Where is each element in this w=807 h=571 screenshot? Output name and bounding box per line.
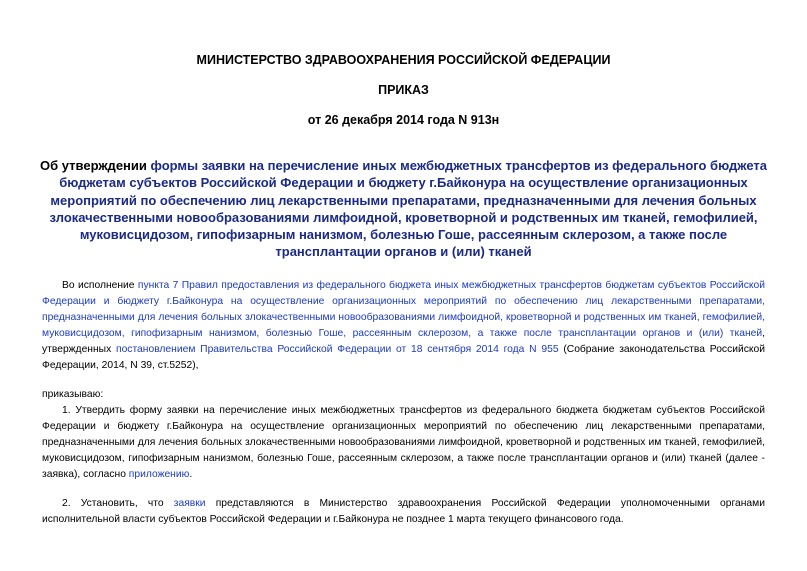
appendix-link[interactable]: приложению (128, 469, 190, 481)
applications-link[interactable]: заявки (173, 498, 206, 509)
item-1-text: 1. Утвердить форму заявки на перечисление иных межбюджетных трансфертов из федерального бюджета бюджетам субъектов Российской Федерации и бюджету г.Байконура на осуществление организационных мероприятий по обеспечению лиц лекарственными препаратами, предназначенными для лечения больных злокачественными новообразованиями лимфоидной, кроветворной и родственных им тканей, гемофилией, муковисцидозом, гипофизарным нанизмом, болезнью Гоше, рассеянным склерозом, а также после трансплантации органов и (или) тканей (далее - заявка), согласно (42, 405, 765, 481)
item-1-paragraph (42, 403, 765, 483)
item-2-paragraph (42, 496, 765, 528)
preamble-tail: (Собрание законодательства Российской Федерации, 2014, N 39, ст.5252), (42, 344, 765, 372)
doc-type-heading: ПРИКАЗ (378, 83, 429, 97)
resolution-link[interactable]: постановлением Правительства Российской Федерации от 18 сентября 2014 года N 955 (116, 344, 559, 356)
ministry-heading: МИНИСТЕРСТВО ЗДРАВООХРАНЕНИЯ РОССИЙСКОЙ ФЕДЕРАЦИИ (196, 53, 611, 67)
document-title (40, 157, 767, 261)
preamble-lead: Во исполнение (62, 280, 138, 291)
title-prefix: Об утверждении (40, 158, 151, 173)
preamble-paragraph (42, 278, 765, 375)
title-form-link[interactable]: формы заявки (150, 158, 246, 173)
item-1-end: . (189, 469, 193, 481)
item-2-lead: 2. Установить, что (62, 498, 174, 509)
rules-link[interactable]: пункта 7 Правил предоставления из федерального бюджета иных межбюджетных трансфертов бюджетам субъектов Российской Федерации и бюджету г.Байконура на осуществление организационных мероприятий по обеспечению лиц лекарственными препаратами, предназначенными для лечения больных злокачественными новообразованиями лимфоидной, кроветворной и родственных им тканей, гемофилией, муковисцидозом, гипофизарным нанизмом, болезнью Гоше, рассеянным склерозом, а также после трансплантации органов и (или) тканей (42, 280, 765, 340)
title-rest: на перечисление иных межбюджетных трансфертов из федерального бюджета бюджетам субъектов Российской Федерации и бюджету г.Байконура на осуществление организационных мероприятий по обеспечению лиц лекарственными препаратами, предназначенными для лечения больных злокачественными новообразованиями лимфоидной, кроветворной и родственных им тканей, гемофилией, муковисцидозом, гипофизарным нанизмом, болезнью Гоше, рассеянным склерозом, а также после трансплантации органов и (или) тканей (49, 158, 767, 260)
preamble-mid: , утвержденных (42, 328, 765, 356)
order-word: приказываю: (42, 389, 104, 400)
item-2-rest: представляются в Министерство здравоохранения Российской Федерации уполномоченными органами исполнительной власти субъектов Российской Федерации и г.Байконура не позднее 1 марта текущего финансового года. (42, 498, 765, 526)
date-line: от 26 декабря 2014 года N 913н (307, 113, 500, 127)
